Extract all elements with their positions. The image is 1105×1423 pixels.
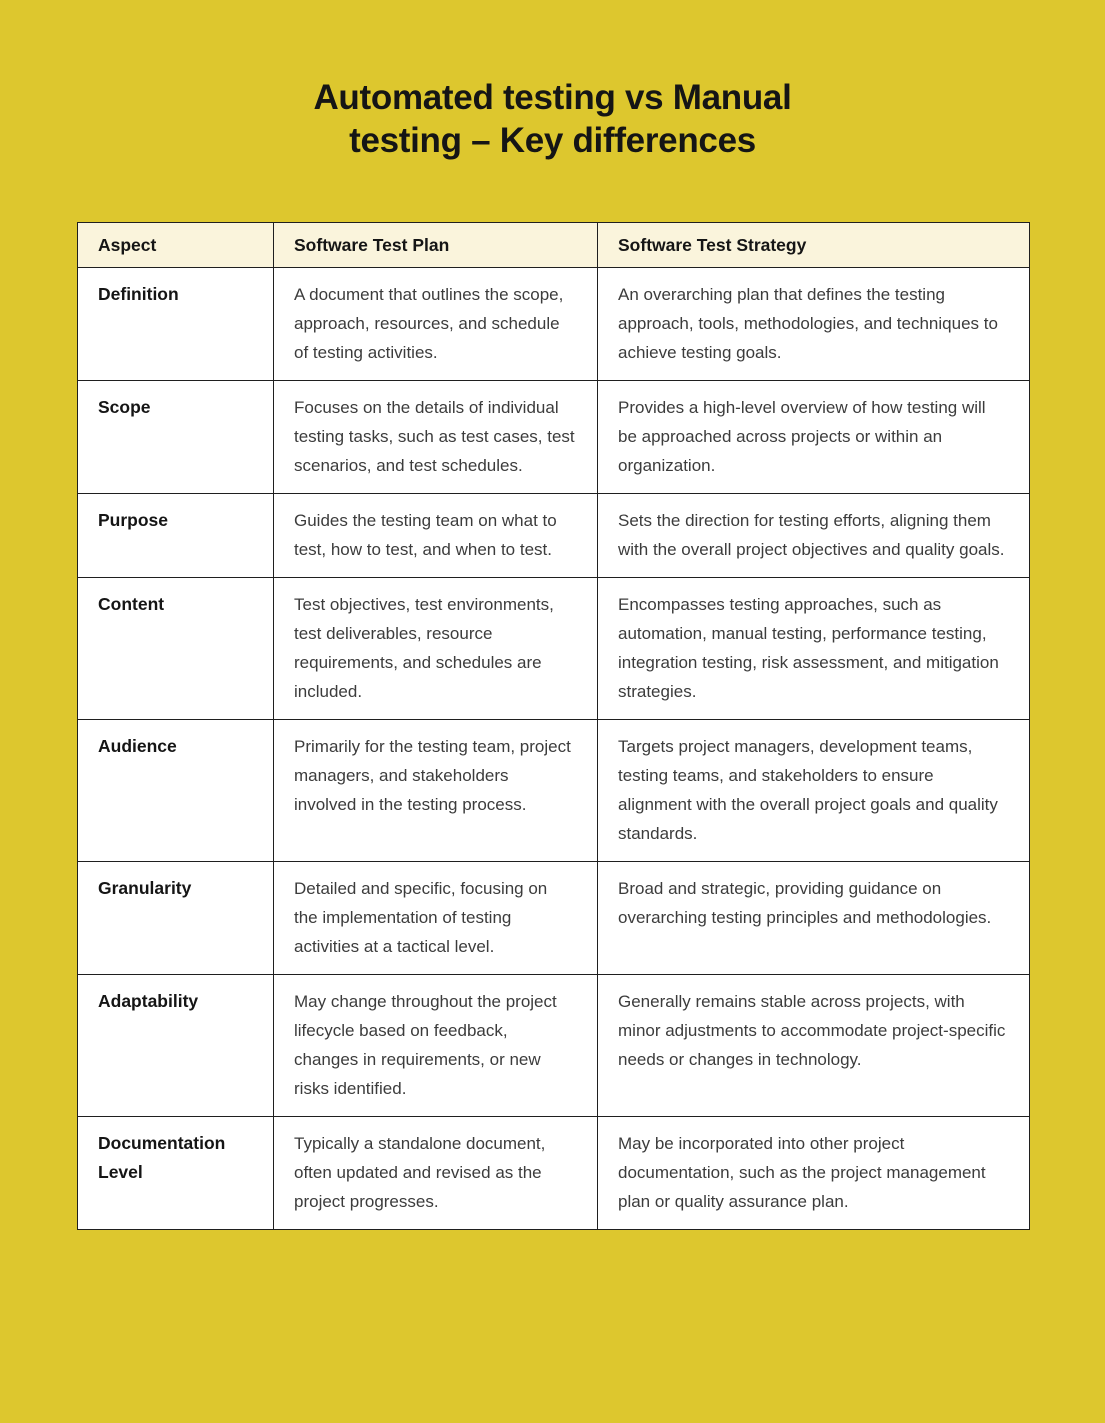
aspect-label: Scope [78, 381, 274, 494]
column-header-test-strategy: Software Test Strategy [598, 223, 1030, 268]
test-strategy-cell: Broad and strategic, providing guidance on overarching testing principles and methodologies. [598, 862, 1030, 975]
test-strategy-cell: Targets project managers, development teams, testing teams, and stakeholders to ensure alignment with the overall project goals and quality standards. [598, 720, 1030, 862]
test-plan-cell: Typically a standalone document, often updated and revised as the project progresses. [274, 1117, 598, 1230]
test-strategy-cell: An overarching plan that defines the testing approach, tools, methodologies, and techniques to achieve testing goals. [598, 268, 1030, 381]
test-strategy-cell: Provides a high-level overview of how testing will be approached across projects or within an organization. [598, 381, 1030, 494]
test-strategy-cell: Encompasses testing approaches, such as automation, manual testing, performance testing, integration testing, risk assessment, and mitigation strategies. [598, 578, 1030, 720]
aspect-label: Definition [78, 268, 274, 381]
test-plan-cell: May change throughout the project lifecycle based on feedback, changes in requirements, or new risks identified. [274, 975, 598, 1117]
test-plan-cell: Primarily for the testing team, project managers, and stakeholders involved in the testing process. [274, 720, 598, 862]
table-row-scope [78, 381, 1030, 494]
aspect-label: Purpose [78, 494, 274, 578]
table-header-row [78, 223, 1030, 268]
column-header-aspect: Aspect [78, 223, 274, 268]
page-title-line-1: Automated testing vs Manual [313, 78, 792, 117]
test-plan-cell: Detailed and specific, focusing on the implementation of testing activities at a tactical level. [274, 862, 598, 975]
test-strategy-cell: May be incorporated into other project documentation, such as the project management plan or quality assurance plan. [598, 1117, 1030, 1230]
table-row-purpose [78, 494, 1030, 578]
comparison-table [77, 222, 1030, 1230]
table-row-definition [78, 268, 1030, 381]
test-plan-cell: Test objectives, test environments, test deliverables, resource requirements, and schedules are included. [274, 578, 598, 720]
test-plan-cell: Guides the testing team on what to test, how to test, and when to test. [274, 494, 598, 578]
table-row-documentation-level [78, 1117, 1030, 1230]
table-row-content [78, 578, 1030, 720]
page-title-line-2: testing – Key differences [349, 121, 756, 160]
aspect-label: Audience [78, 720, 274, 862]
table-row-audience [78, 720, 1030, 862]
column-header-test-plan: Software Test Plan [274, 223, 598, 268]
page-title [0, 76, 1105, 162]
aspect-label: Documentation Level [78, 1117, 274, 1230]
test-strategy-cell: Generally remains stable across projects, with minor adjustments to accommodate project-specific needs or changes in technology. [598, 975, 1030, 1117]
aspect-label: Content [78, 578, 274, 720]
table-row-adaptability [78, 975, 1030, 1117]
test-strategy-cell: Sets the direction for testing efforts, aligning them with the overall project objectives and quality goals. [598, 494, 1030, 578]
test-plan-cell: A document that outlines the scope, approach, resources, and schedule of testing activities. [274, 268, 598, 381]
test-plan-cell: Focuses on the details of individual testing tasks, such as test cases, test scenarios, and test schedules. [274, 381, 598, 494]
table-row-granularity [78, 862, 1030, 975]
comparison-table-wrapper [77, 222, 1029, 1230]
aspect-label: Granularity [78, 862, 274, 975]
aspect-label: Adaptability [78, 975, 274, 1117]
